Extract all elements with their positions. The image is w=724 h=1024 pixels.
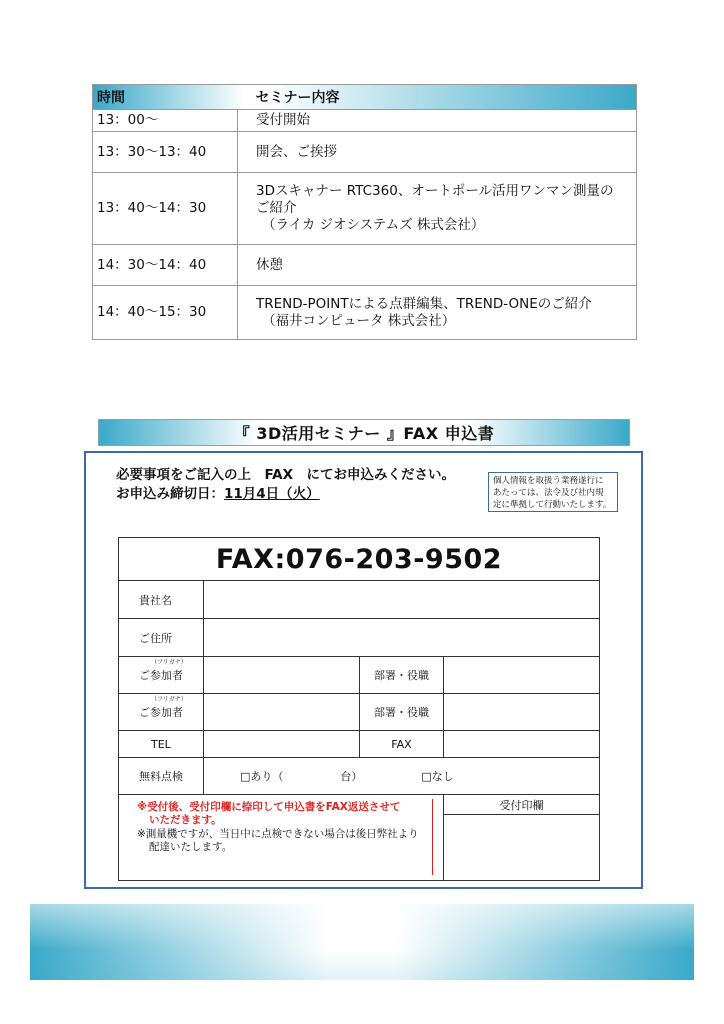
- participant-label: （フリガナ） ご参加者: [119, 657, 204, 694]
- inspection-label: 無料点検: [119, 758, 204, 795]
- row-content: 休憩: [238, 245, 637, 286]
- company-field[interactable]: [204, 581, 600, 619]
- row-content: 受付開始: [238, 110, 637, 132]
- stamp-area[interactable]: [444, 815, 600, 881]
- department-field[interactable]: [444, 657, 600, 694]
- application-form-table: [118, 537, 600, 881]
- notes-stamp-row: [119, 795, 600, 815]
- fax-field[interactable]: [444, 731, 600, 758]
- participant-field[interactable]: [204, 694, 360, 731]
- privacy-notice: 個人情報を取扱う業務遂行に あたっては、法令及び社内規 定に準拠して行動いたします。: [488, 472, 618, 512]
- address-field[interactable]: [204, 619, 600, 657]
- form-title-bar: [98, 419, 630, 446]
- red-divider: [432, 799, 433, 875]
- form-title: 『 3D活用セミナー 』FAX 申込書: [233, 424, 495, 443]
- row-content: 3Dスキャナー RTC360、オートポール活用ワンマン測量の ご紹介 （ライカ ジオシステムズ 株式会社）: [238, 173, 637, 245]
- schedule-row: [93, 245, 637, 286]
- schedule-row: [93, 173, 637, 245]
- department-label: 部署・役職: [360, 657, 444, 694]
- inspection-row: [119, 758, 600, 795]
- row-time: 13：00～: [93, 110, 238, 132]
- instruction-text: 必要事項をご記入の上 FAX にてお申込みください。: [116, 467, 456, 483]
- bottom-decoration: [30, 904, 694, 980]
- form-instructions: [116, 466, 455, 504]
- department-label: 部署・役職: [360, 694, 444, 731]
- department-field[interactable]: [444, 694, 600, 731]
- time-header: 時間: [93, 85, 238, 110]
- company-label: 貴社名: [119, 581, 204, 619]
- participant-row-1: [119, 657, 600, 694]
- inspection-options: [204, 758, 600, 795]
- address-label: ご住所: [119, 619, 204, 657]
- note-black: ※測量機ですが、当日中に点検できない場合は後日弊社より 配達いたします。: [137, 828, 419, 853]
- fax-number: FAX:076-203-9502: [119, 538, 600, 581]
- furigana-label: （フリガナ）: [151, 696, 187, 703]
- schedule-row: [93, 132, 637, 173]
- fax-label: FAX: [360, 731, 444, 758]
- notes-cell: [119, 795, 444, 881]
- schedule-table: [92, 84, 637, 340]
- note-red: ※受付後、受付印欄に捺印して申込書をFAX返送させて いただきます。: [137, 801, 401, 826]
- deadline: [116, 485, 455, 504]
- option-unit: 台）: [340, 770, 363, 783]
- row-time: 14：40～15：30: [93, 286, 238, 340]
- fax-number-row: [119, 538, 600, 581]
- tel-field[interactable]: [204, 731, 360, 758]
- company-row: [119, 581, 600, 619]
- row-time: 13：30～13：40: [93, 132, 238, 173]
- schedule-row: [93, 110, 637, 132]
- furigana-label: （フリガナ）: [151, 659, 187, 666]
- deadline-value: 11月4日（火）: [224, 486, 320, 502]
- address-row: [119, 619, 600, 657]
- option-yes-checkbox[interactable]: □あり（: [240, 770, 284, 783]
- content-header: セミナー内容: [238, 85, 637, 110]
- row-time: 13：40～14：30: [93, 173, 238, 245]
- row-content: TREND-POINTによる点群編集、TREND-ONEのご紹介 （福井コンピュータ 株式会社）: [238, 286, 637, 340]
- tel-label: TEL: [119, 731, 204, 758]
- schedule-header-row: [93, 85, 637, 110]
- row-content: 開会、ご挨拶: [238, 132, 637, 173]
- schedule-row: [93, 286, 637, 340]
- row-time: 14：30～14：40: [93, 245, 238, 286]
- deadline-label: お申込み締切日：: [116, 486, 224, 502]
- participant-field[interactable]: [204, 657, 360, 694]
- stamp-label: 受付印欄: [444, 795, 600, 815]
- option-no-checkbox[interactable]: □なし: [421, 770, 454, 783]
- participant-label: （フリガナ） ご参加者: [119, 694, 204, 731]
- participant-row-2: [119, 694, 600, 731]
- tel-fax-row: [119, 731, 600, 758]
